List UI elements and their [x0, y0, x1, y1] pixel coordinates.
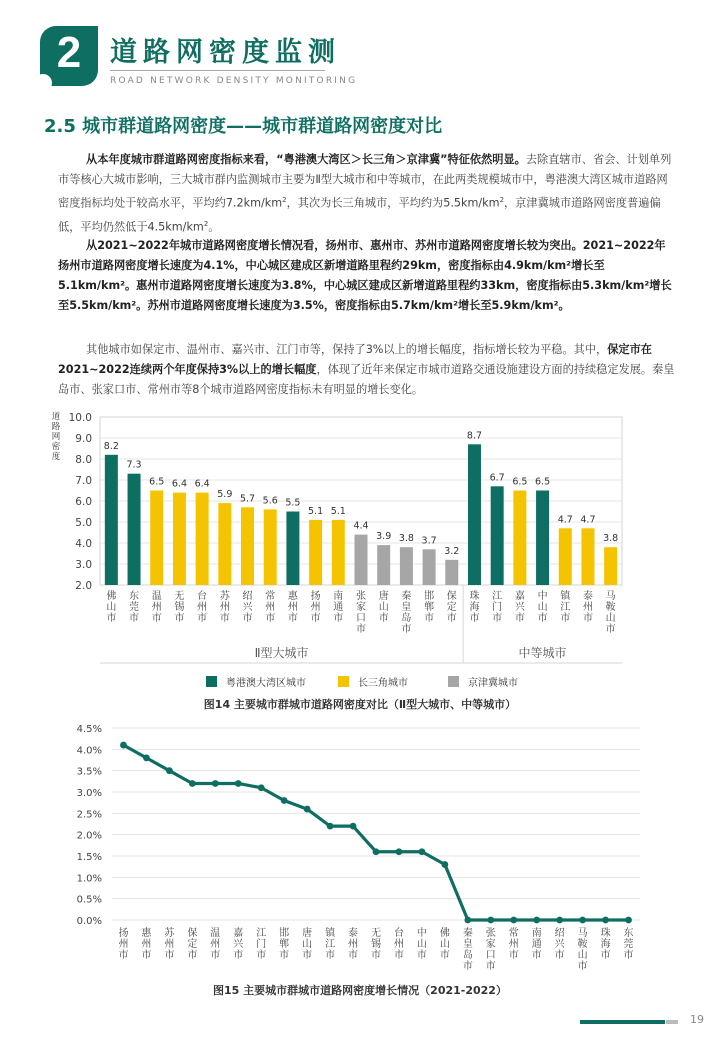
x-tick-label: 南通市 [531, 928, 542, 961]
bar [218, 503, 231, 585]
bar [196, 493, 209, 585]
chapter-title: 道路网密度监测 [110, 37, 341, 68]
y-tick-label: 9.0 [75, 433, 92, 445]
x-tick-label: 邯郸市 [279, 928, 290, 961]
data-point [373, 848, 380, 855]
line-chart-growth [0, 712, 720, 982]
data-point [304, 806, 311, 813]
x-tick-label: 台州市 [393, 928, 404, 961]
bar [559, 528, 572, 585]
y-tick-label: 6.0 [75, 496, 92, 508]
data-point [441, 861, 448, 868]
bar-value-label: 5.1 [308, 505, 324, 517]
data-point [212, 780, 219, 787]
paragraph-3 [58, 340, 676, 400]
x-tick-label: 珠海市 [600, 928, 611, 961]
p1-sup-b: 2 [499, 196, 505, 204]
data-point [419, 848, 426, 855]
y-tick-label: 8.0 [75, 454, 92, 466]
x-tick-label: 常州市 [265, 591, 276, 624]
chapter-number: 2 [56, 28, 82, 77]
y-tick-label: 0.5% [76, 894, 102, 906]
data-point [166, 767, 173, 774]
bar-value-label: 8.7 [466, 430, 483, 442]
data-point [281, 797, 288, 804]
y-tick-label: 3.0% [76, 788, 102, 799]
x-tick-label: 保定市 [187, 928, 198, 961]
bar-value-label: 7.3 [126, 459, 142, 471]
p3-text-b: ，体现了近年来保定市城市道路交通设施建设方面的持续稳定发展。秦皇岛市、张家口市、常州市等8个城市道路网密度指标未有明显的增长变化。 [58, 363, 675, 396]
x-tick-label: 镇江市 [325, 928, 336, 961]
y-tick-label: 1.0% [76, 873, 102, 885]
data-point [533, 917, 540, 924]
x-tick-label: 惠州市 [287, 591, 298, 624]
p1-text-b: ，其次为长三角城市，平均约为5.5km/km [286, 196, 500, 210]
y-tick-label: 7.0 [75, 475, 92, 487]
legend-swatch [448, 676, 459, 687]
bar [468, 444, 481, 585]
x-tick-label: 扬州市 [118, 928, 129, 961]
bar-value-label: 6.5 [535, 476, 551, 488]
bar [377, 545, 390, 585]
p1-text-a: 去除直辖市、省会、计划单列市等核心大城市影响，三大城市群内监测城市主要为Ⅱ型大城市和中等城市，在此两类规模城市中，粤港澳大湾区城市道路网密度指标均处于较高水平，平均约7.2km/km [58, 153, 672, 210]
data-point [510, 917, 517, 924]
bar-value-label: 3.9 [376, 531, 392, 543]
x-tick-label: 马鞍山市 [605, 591, 616, 635]
y-tick-label: 4.0 [75, 538, 92, 550]
x-tick-label: 嘉兴市 [514, 591, 525, 624]
y-tick-label: 2.5% [76, 809, 102, 821]
bar-value-label: 6.5 [512, 476, 528, 488]
bar-value-label: 6.4 [194, 478, 210, 490]
group-label: 中等城市 [518, 646, 567, 660]
x-tick-label: 马鞍山市 [577, 928, 588, 972]
y-tick-label: 2.0% [76, 830, 102, 842]
bar-value-label: 4.7 [557, 514, 573, 526]
bar-value-label: 4.4 [353, 520, 369, 532]
bar [445, 560, 458, 585]
x-tick-label: 无锡市 [371, 928, 381, 961]
page-number: 19 [690, 1013, 704, 1026]
x-tick-label: 常州市 [508, 928, 519, 961]
x-tick-label: 绍兴市 [242, 591, 253, 624]
x-tick-label: 佛山市 [106, 591, 117, 624]
bar [128, 474, 141, 585]
legend-label: 京津冀城市 [468, 678, 518, 689]
bar-value-label: 4.7 [580, 514, 596, 526]
bar [309, 520, 322, 585]
legend-label: 粤港澳大湾区城市 [226, 678, 306, 689]
footer-accent-dash [666, 1020, 678, 1024]
bar [581, 528, 594, 585]
growth-line [123, 745, 628, 920]
data-point [487, 917, 494, 924]
x-tick-label: 唐山市 [378, 591, 389, 624]
x-tick-label: 惠州市 [141, 928, 152, 961]
x-tick-label: 苏州市 [164, 928, 175, 961]
bar-value-label: 6.4 [171, 478, 187, 490]
x-tick-label: 泰州市 [582, 591, 593, 624]
legend-label: 长三角城市 [358, 678, 408, 689]
x-tick-label: 秦皇岛市 [401, 591, 412, 635]
bar [332, 520, 345, 585]
x-tick-label: 扬州市 [310, 591, 321, 624]
bar-value-label: 5.6 [262, 495, 278, 507]
figure-14-caption: 图14 主要城市群城市道路网密度对比（Ⅱ型大城市、中等城市） [203, 698, 517, 711]
data-point [258, 784, 265, 791]
bar [150, 491, 163, 586]
data-point [120, 742, 127, 749]
bar-value-label: 6.7 [489, 472, 505, 484]
bar-value-label: 3.8 [398, 533, 414, 545]
x-tick-label: 温州市 [210, 928, 221, 961]
x-tick-label: 中山市 [416, 928, 427, 961]
data-point [235, 780, 242, 787]
p1-text-c: ，京津冀城市道路网密度普遍偏低，平均仍然低于4.5km/km [58, 196, 661, 234]
x-tick-label: 保定市 [446, 591, 457, 624]
bar-value-label: 3.2 [444, 545, 460, 557]
section-title: 2.5 城市群道路网密度——城市群道路网密度对比 [44, 116, 443, 137]
chapter-subtitle: ROAD NETWORK DENSITY MONITORING [110, 76, 358, 86]
x-tick-label: 苏州市 [219, 591, 230, 624]
bar-value-label: 8.2 [103, 440, 119, 452]
bar-value-label: 5.1 [330, 505, 346, 517]
y-tick-label: 4.5% [76, 724, 102, 735]
data-point [625, 917, 632, 924]
x-tick-label: 张家口市 [356, 591, 366, 635]
data-point [464, 917, 471, 924]
bar-value-label: 5.9 [217, 489, 233, 501]
data-point [189, 780, 196, 787]
legend-swatch [206, 676, 217, 687]
bar [423, 549, 436, 585]
footer-accent-bar [580, 1020, 665, 1024]
p2-bold: 从2021~2022年城市道路网密度增长情况看，扬州市、惠州市、苏州市道路网密度增长较为突出。2021~2022年扬州市道路网密度增长速度为4.1%，中心城区建成区新增道路里程约29km，密度指标由4.9km/km²增长至5.1km/km²。惠州市道路网密度增长速度为3.8%，中心城区建成区新增道路里程约33km，密度指标由5.3km/km²增长至5.5km/km²。苏州市道路网密度增长速度为3.5%，密度指标由5.7km/km²增长至5.9km/km²。 [58, 239, 672, 312]
x-tick-label: 秦皇岛市 [462, 928, 473, 972]
x-tick-label: 镇江市 [560, 591, 571, 624]
bar [513, 491, 526, 586]
x-tick-label: 邯郸市 [424, 591, 435, 624]
bar [173, 493, 186, 585]
x-tick-label: 东莞市 [623, 928, 634, 961]
bar [241, 507, 254, 585]
x-tick-label: 南通市 [333, 591, 344, 624]
bar-value-label: 3.8 [603, 533, 619, 545]
data-point [327, 823, 334, 830]
data-point [396, 848, 403, 855]
x-tick-label: 珠海市 [469, 591, 480, 624]
bar-value-label: 6.5 [149, 476, 165, 488]
header-divider [110, 70, 325, 71]
x-tick-label: 泰州市 [348, 928, 359, 961]
bar [491, 486, 504, 585]
bar [604, 547, 617, 585]
x-tick-label: 嘉兴市 [233, 928, 244, 961]
bar-chart-density [0, 395, 720, 695]
x-tick-label: 中山市 [537, 591, 548, 624]
legend-swatch [338, 676, 349, 687]
y-tick-label: 0.0% [76, 916, 102, 927]
y-tick-label: 3.0 [75, 559, 92, 571]
x-tick-label: 绍兴市 [554, 928, 565, 961]
y-tick-label: 1.5% [76, 852, 102, 863]
bar [536, 491, 549, 586]
p3-text-a: 其他城市如保定市、温州市、嘉兴市、江门市等，保持了3%以上的增长幅度，指标增长较为平稳。其中， [86, 343, 608, 356]
p1-bold: 从本年度城市群道路网密度指标来看，“粤港澳大湾区＞长三角＞京津冀”特征依然明显。 [86, 153, 526, 166]
p1-text-d: 。 [208, 220, 220, 234]
y-tick-label: 4.0% [76, 745, 102, 757]
figure-15-caption: 图15 主要城市群城市道路网密度增长情况（2021-2022） [213, 984, 507, 997]
x-tick-label: 唐山市 [302, 928, 313, 961]
bar [355, 535, 368, 585]
x-tick-label: 江门市 [492, 591, 503, 624]
x-tick-label: 东莞市 [129, 591, 140, 624]
p1-sup-a: 2 [282, 196, 287, 204]
paragraph-1 [58, 150, 676, 237]
y-tick-label: 5.0 [75, 517, 92, 529]
y-tick-label: 2.0 [75, 580, 92, 592]
paragraph-2 [58, 236, 676, 316]
data-point [556, 917, 563, 924]
data-point [579, 917, 586, 924]
x-tick-label: 张家口市 [485, 928, 496, 972]
chapter-badge [40, 26, 98, 86]
data-point [350, 823, 357, 830]
bar [264, 509, 277, 585]
bar [286, 512, 299, 586]
p1-sup-c: 2 [203, 219, 209, 228]
x-tick-label: 温州市 [151, 591, 162, 624]
y-axis-label: 道路网密度 [51, 412, 61, 462]
p3-bold: 保定市在2021~2022连续两个年度保持3%以上的增长幅度 [58, 343, 652, 376]
y-tick-label: 10.0 [68, 412, 92, 424]
data-point [602, 917, 609, 924]
bar-value-label: 5.7 [239, 493, 256, 505]
group-label: Ⅱ型大城市 [254, 646, 309, 660]
x-tick-label: 台州市 [197, 591, 208, 624]
badge-notch [34, 74, 52, 92]
bar-value-label: 3.7 [421, 535, 437, 547]
bar-value-label: 5.5 [285, 497, 301, 509]
data-point [143, 754, 150, 761]
x-tick-label: 无锡市 [174, 591, 185, 624]
bar [400, 547, 413, 585]
x-tick-label: 佛山市 [439, 928, 450, 961]
bar [105, 455, 118, 585]
y-tick-label: 3.5% [76, 766, 102, 778]
x-tick-label: 江门市 [256, 928, 267, 961]
